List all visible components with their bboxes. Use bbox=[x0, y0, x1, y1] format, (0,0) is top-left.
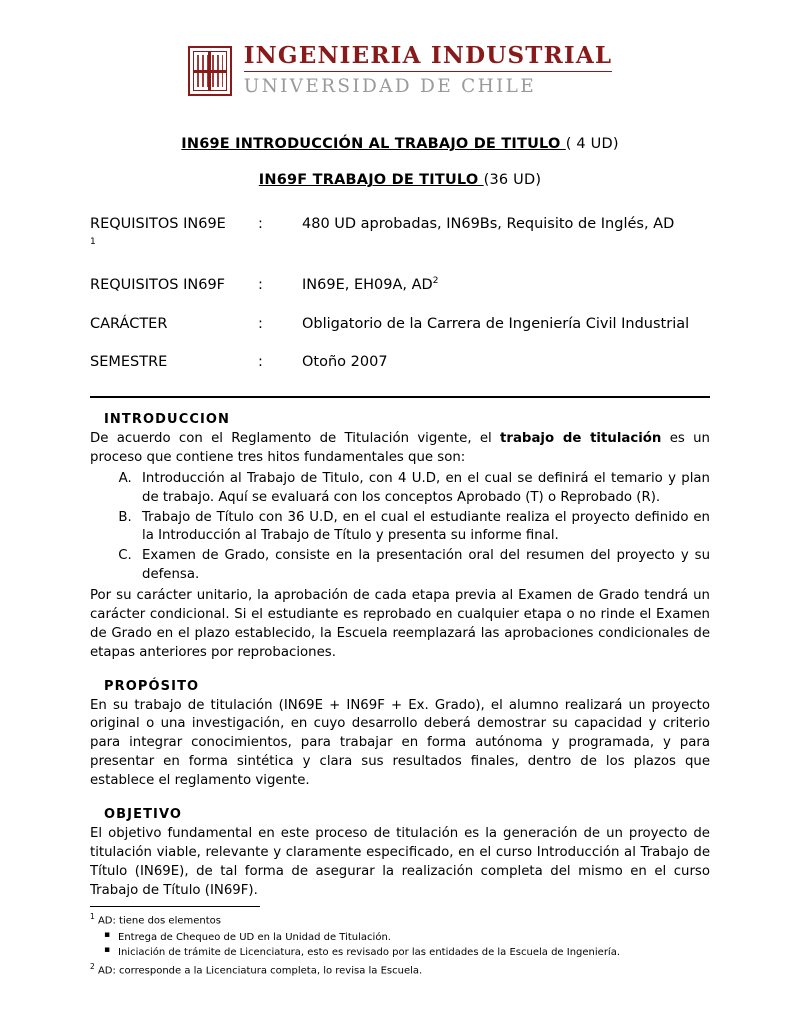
intro-paragraph-2: Por su carácter unitario, la aprobación de cada etapa previa al Examen de Grado tendrá un carácter condicional. Si el estudiante es reprobado en cualquier etapa o no rinde el Examen de Grado en el plazo establecido, la Escuela reemplazará las aprobaciones condicionales de etapas anteriores por reprobaciones. bbox=[90, 588, 710, 660]
footnote-2-text: AD: corresponde a la Licenciatura completa, lo revisa la Escuela. bbox=[94, 965, 423, 977]
intro-p1-before: De acuerdo con el Reglamento de Titulación vigente, el bbox=[90, 431, 501, 447]
list-item: ▪ Iniciación de trámite de Licenciatura, esto es revisado por las entidades de la Escuela de Ingeniería. bbox=[118, 945, 710, 960]
logo-title: INGENIERIA INDUSTRIAL bbox=[243, 42, 613, 69]
footnote-2 bbox=[90, 962, 710, 979]
objetivo-paragraph: El objetivo fundamental en este proceso de titulación es la generación de un proyecto de titulación viable, relevante y claramente especificado, en el curso Introducción al Trabajo de Título (IN69E), de tal forma de asegurar la realización completa del mismo en el curso Trabajo de Título (IN69F). bbox=[90, 825, 710, 898]
course-heading-in69e bbox=[90, 136, 710, 152]
footnote-1-list bbox=[90, 930, 710, 960]
section-title-objetivo: OBJETIVO bbox=[104, 806, 183, 822]
meta-value: IN69E, EH09A, AD bbox=[302, 276, 433, 293]
footnote-1-marker: 1 bbox=[90, 912, 95, 922]
course-ud-in69f: (36 UD) bbox=[483, 172, 542, 189]
section-title-proposito: PROPÓSITO bbox=[104, 678, 200, 694]
meta-label: REQUISITOS IN69E bbox=[90, 216, 226, 233]
meta-row bbox=[90, 214, 710, 258]
logo-block bbox=[90, 0, 710, 98]
course-code-in69f: IN69F TRABAJO DE TITULO bbox=[258, 172, 484, 189]
logo-subtitle: UNIVERSIDAD DE CHILE bbox=[243, 76, 537, 98]
course-meta-list bbox=[90, 214, 710, 374]
footnote-2-marker: 2 bbox=[90, 962, 95, 972]
meta-row bbox=[90, 352, 710, 374]
course-code-in69e: IN69E INTRODUCCIÓN AL TRABAJO DE TITULO bbox=[181, 136, 566, 153]
course-ud-in69e: ( 4 UD) bbox=[565, 136, 619, 153]
meta-footnote-ref: 1 bbox=[90, 237, 96, 248]
list-item: ▪ Entrega de Chequeo de UD en la Unidad de Titulación. bbox=[118, 930, 710, 945]
meta-row bbox=[90, 314, 710, 336]
intro-p1-after: es un proceso que contiene tres hitos fundamentales que son: bbox=[90, 431, 710, 465]
list-item: C. Examen de Grado, consiste en la presentación oral del resumen del proyecto y su defensa. bbox=[136, 547, 710, 585]
footnote-1-text: AD: tiene dos elementos bbox=[94, 915, 221, 927]
meta-colon: : bbox=[258, 354, 263, 371]
proposito-paragraph: En su trabajo de titulación (IN69E + IN69F + Ex. Grado), el alumno realizará un proyecto original o una investigación, en cuyo desarrollo deberá demostrar su capacidad y criterio para integrar conocimientos, para trabajar en forma autónoma y programada, y para presentar en forma sintética y clara sus resultados finales, dentro de los plazos que establece el reglamento vigente. bbox=[90, 697, 710, 789]
logo-divider bbox=[244, 71, 613, 72]
footnotes-block bbox=[90, 906, 710, 979]
intro-hitos-list bbox=[90, 470, 710, 585]
footnote-1 bbox=[90, 912, 710, 929]
meta-row bbox=[90, 275, 710, 297]
intro-paragraph-1 bbox=[90, 430, 710, 468]
course-heading-in69f bbox=[90, 172, 710, 188]
meta-value: 480 UD aprobadas, IN69Bs, Requisito de Inglés, AD bbox=[302, 216, 675, 233]
meta-footnote-ref: 2 bbox=[432, 276, 439, 286]
section-title-introduccion: INTRODUCCION bbox=[104, 412, 231, 428]
list-item: B. Trabajo de Título con 36 U.D, en el cual el estudiante realiza el proyecto definido en la Introducción al Trabajo de Título y presenta su informe final. bbox=[136, 509, 710, 547]
meta-colon: : bbox=[258, 216, 263, 233]
meta-colon: : bbox=[258, 276, 263, 293]
intro-p1-bold: trabajo de titulación bbox=[500, 431, 662, 447]
university-crest-icon bbox=[188, 46, 232, 96]
meta-label: REQUISITOS IN69F bbox=[90, 276, 226, 293]
list-item: A. Introducción al Trabajo de Titulo, con 4 U.D, en el cual se definirá el temario y plan de trabajo. Aquí se evaluará con los conceptos Aprobado (T) o Reprobado (R). bbox=[136, 470, 710, 508]
meta-value: Otoño 2007 bbox=[302, 354, 388, 371]
meta-label: CARÁCTER bbox=[90, 315, 168, 332]
meta-colon: : bbox=[258, 315, 263, 332]
section-divider bbox=[90, 396, 710, 398]
meta-value: Obligatorio de la Carrera de Ingeniería Civil Industrial bbox=[302, 315, 690, 332]
meta-label: SEMESTRE bbox=[90, 354, 168, 371]
footnote-separator bbox=[90, 906, 260, 907]
